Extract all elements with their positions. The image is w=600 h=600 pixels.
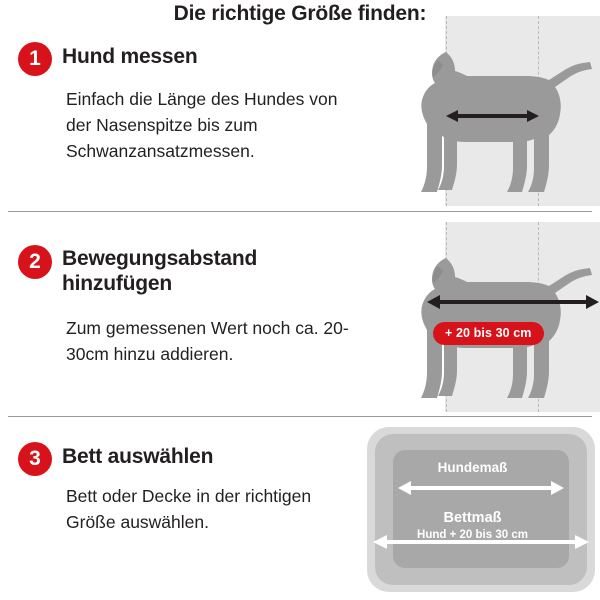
step-3-body: Bett oder Decke in der richtigen Größe auswählen.	[66, 486, 312, 532]
illustration-step-3	[345, 422, 600, 597]
step-2-badge: + 20 bis 30 cm	[433, 322, 544, 345]
measure-arrow-2	[345, 222, 600, 412]
step-1-number: 1	[18, 42, 52, 76]
step-1-body: Einfach die Länge des Hundes von der Nasenspitze bis zum Schwanzansatzmessen.	[66, 89, 338, 161]
step-3-heading: Bett auswählen	[62, 445, 214, 468]
illustration-step-2	[345, 222, 600, 412]
illustration-step-1	[345, 16, 600, 206]
step-2-number: 2	[18, 245, 52, 279]
step-2-heading: Bewegungsabstand hinzufügen	[62, 247, 258, 295]
divider-step2-step3	[8, 416, 592, 417]
step-1-heading: Hund messen	[62, 45, 198, 68]
divider-step1-step2	[8, 211, 592, 212]
step-3-number: 3	[18, 442, 52, 476]
label-bettmass-sub: Hund + 20 bis 30 cm	[417, 529, 528, 541]
measure-arrow-1	[345, 16, 600, 206]
label-hundemass: Hundemaß	[437, 460, 508, 475]
page-title: Die richtige Größe finden:	[173, 2, 427, 25]
step-2-body: Zum gemessenen Wert noch ca. 20-30cm hinzu addieren.	[66, 318, 349, 364]
label-bettmass: Bettmaß	[443, 510, 502, 526]
